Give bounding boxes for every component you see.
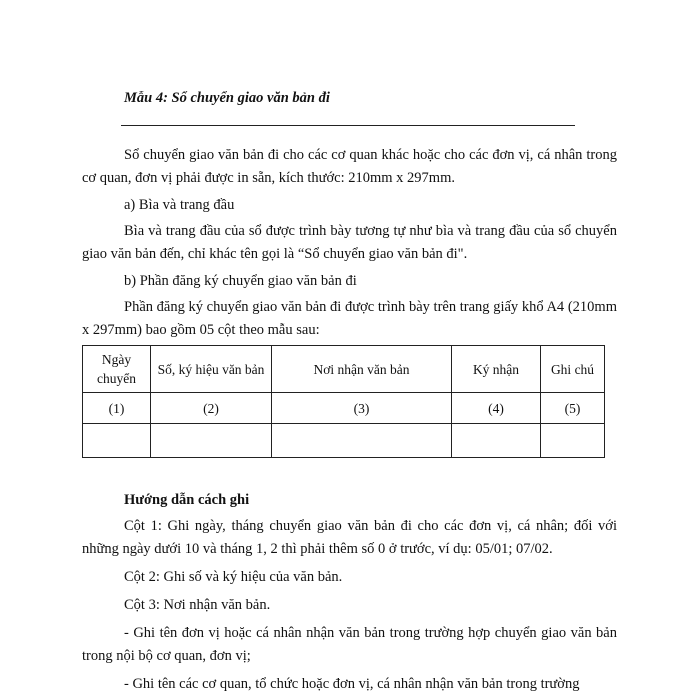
col-number-3: (3): [272, 393, 452, 424]
header-signature: Ký nhận: [452, 346, 541, 393]
section-a-heading: a) Bìa và trang đầu: [124, 197, 235, 213]
guide-bullet-2: - Ghi tên các cơ quan, tổ chức hoặc đơn vị, cá nhân nhận văn bản trong trường: [124, 676, 580, 692]
guide-col3: Cột 3: Nơi nhận văn bản.: [124, 597, 271, 613]
col-number-2: (2): [151, 393, 272, 424]
col-number-4: (4): [452, 393, 541, 424]
empty-cell: [452, 424, 541, 458]
empty-cell: [272, 424, 452, 458]
section-a-paragraph: Bìa và trang đầu của sổ được trình bày tương tự như bìa và trang đầu của sổ chuyển giao văn bản đến, chỉ khác tên gọi là “Sổ chuyển giao văn bản đi".: [82, 223, 617, 262]
header-doc-number: Số, ký hiệu văn bản: [151, 346, 272, 393]
register-table: [82, 345, 605, 458]
guide-bullet-1: - Ghi tên đơn vị hoặc cá nhân nhận văn bản trong trường hợp chuyển giao văn bản trong nội bộ cơ quan, đơn vị;: [82, 625, 617, 664]
table-header-row: [83, 346, 605, 393]
header-note: Ghi chú: [541, 346, 605, 393]
guide-col1: Cột 1: Ghi ngày, tháng chuyển giao văn bản đi cho các đơn vị, cá nhân; đối với những ngày dưới 10 và tháng 1, 2 thì phải thêm số 0 ở trước, ví dụ: 05/01; 07/02.: [82, 518, 617, 557]
col-number-5: (5): [541, 393, 605, 424]
header-recipient: Nơi nhận văn bản: [272, 346, 452, 393]
table-empty-row: [83, 424, 605, 458]
guide-heading: Hướng dẫn cách ghi: [124, 492, 250, 508]
section-b-paragraph: Phần đăng ký chuyển giao văn bản đi được trình bày trên trang giấy khổ A4 (210mm x 297mm) bao gồm 05 cột theo mẫu sau:: [82, 299, 617, 338]
empty-cell: [151, 424, 272, 458]
guide-col2: Cột 2: Ghi số và ký hiệu của văn bản.: [124, 569, 343, 585]
intro-paragraph: Sổ chuyển giao văn bản đi cho các cơ quan khác hoặc cho các đơn vị, cá nhân trong cơ quan, đơn vị phải được in sẵn, kích thước: 210mm x 297mm.: [82, 147, 617, 186]
title-underline: [121, 125, 575, 126]
col-number-1: (1): [83, 393, 151, 424]
empty-cell: [541, 424, 605, 458]
document-title: Mẫu 4: Sổ chuyển giao văn bản đi: [124, 90, 330, 106]
header-date: Ngày chuyển: [83, 346, 151, 393]
section-b-heading: b) Phần đăng ký chuyển giao văn bản đi: [124, 273, 357, 289]
table-number-row: [83, 393, 605, 424]
empty-cell: [83, 424, 151, 458]
